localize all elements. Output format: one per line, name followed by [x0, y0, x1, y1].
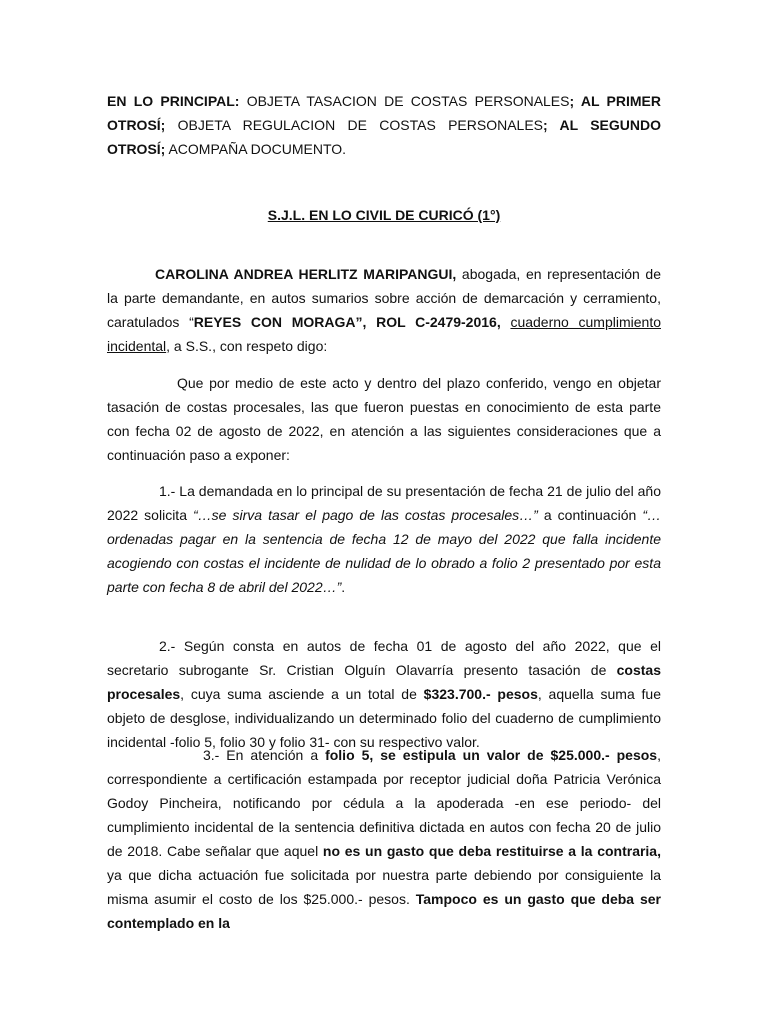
- separator-1: ;: [569, 93, 575, 109]
- p3-bold-3: Tampoco es un gasto que deba ser contemplado en la: [107, 891, 661, 931]
- primer-otrosi-label: AL PRIMER OTROSÍ;: [107, 93, 661, 133]
- intro-space: [501, 314, 511, 330]
- paragraph-1: [107, 479, 661, 599]
- document-heading: [107, 89, 661, 161]
- p1-text-3: .: [341, 579, 346, 595]
- p1-text-1: 1.- La demandada en lo principal de su presentación de fecha 21 de julio del año 2022 solicita: [107, 483, 661, 523]
- intro-text-2: , a S.S., con respeto digo:: [166, 338, 328, 354]
- p3-text-3: ya que dicha actuación fue solicitada por nuestra parte debiendo por consiguiente la misma asumir el costo de los $25.000.- pesos.: [107, 867, 661, 907]
- p2-text-2: , cuya suma asciende a un total de: [180, 686, 424, 702]
- p2-bold-1: costas procesales: [107, 662, 661, 702]
- segundo-otrosi-label: AL SEGUNDO OTROSÍ;: [107, 117, 661, 157]
- paragraph-2: [107, 634, 661, 754]
- paragraph-3: [107, 743, 661, 935]
- intro-text-1: abogada, en representación de la parte demandante, en autos sumarios sobre acción de demarcación y cerramiento, caratulados “: [107, 266, 661, 330]
- primer-otrosi-text: OBJETA REGULACION DE COSTAS PERSONALES: [165, 117, 544, 133]
- p1-text-2: a continuación: [537, 507, 643, 523]
- p2-text-3: , aquella suma fue objeto de desglose, individualizando un determinado folio del cuaderno de cumplimiento incidental -folio 5, folio 30 y folio 31- con su respectivo valor.: [107, 686, 661, 750]
- intro-paragraph: [107, 262, 661, 358]
- p2-text-1: 2.- Según consta en autos de fecha 01 de agosto del año 2022, que el secretario subrogante Sr. Cristian Olguín Olavarría presento tasación de: [107, 638, 661, 678]
- p3-bold-1: folio 5, se estipula un valor de $25.000.- pesos: [325, 747, 658, 763]
- p3-text-1: 3.- En atención a: [203, 747, 326, 763]
- cuaderno-label: cuaderno cumplimiento incidental: [107, 314, 661, 354]
- p3-text-2: , correspondiente a certificación estampada por receptor judicial doña Patricia Verónica Godoy Pincheira, notificando por cédula a la apoderada -en ese periodo- del cumplimiento incidental de la sentencia definitiva dictada en autos con fecha 20 de julio de 2018. Cabe señalar que aquel: [107, 747, 661, 859]
- p2-bold-2: $323.700.- pesos: [423, 686, 538, 702]
- separator-2: ;: [543, 117, 548, 133]
- p1-quote-2: “… ordenadas pagar en la sentencia de fecha 12 de mayo del 2022 que falla incidente acogiendo con costas el incidente de nulidad de lo obrado a folio 2 presentado por esta parte con fecha 8 de abril del 2022…”: [107, 507, 661, 595]
- segundo-otrosi-text: ACOMPAÑA DOCUMENTO.: [165, 141, 347, 157]
- principal-text: OBJETA TASACION DE COSTAS PERSONALES: [239, 93, 570, 109]
- paragraph-objection: Que por medio de este acto y dentro del plazo conferido, vengo en objetar tasación de costas procesales, las que fueron puestas en conocimiento de esta parte con fecha 02 de agosto de 2022, en atención a las siguientes consideraciones que a continuación paso a exponer:: [107, 375, 661, 463]
- case-title: REYES CON MORAGA”, ROL C-2479-2016,: [193, 314, 501, 330]
- principal-label: EN LO PRINCIPAL:: [107, 93, 240, 109]
- court-title: S.J.L. EN LO CIVIL DE CURICÓ (1°): [267, 207, 501, 223]
- attorney-name: CAROLINA ANDREA HERLITZ MARIPANGUI,: [155, 266, 457, 282]
- p1-quote-1: “…se sirva tasar el pago de las costas procesales…”: [193, 507, 538, 523]
- p3-bold-2: no es un gasto que deba restituirse a la contraria,: [322, 843, 661, 859]
